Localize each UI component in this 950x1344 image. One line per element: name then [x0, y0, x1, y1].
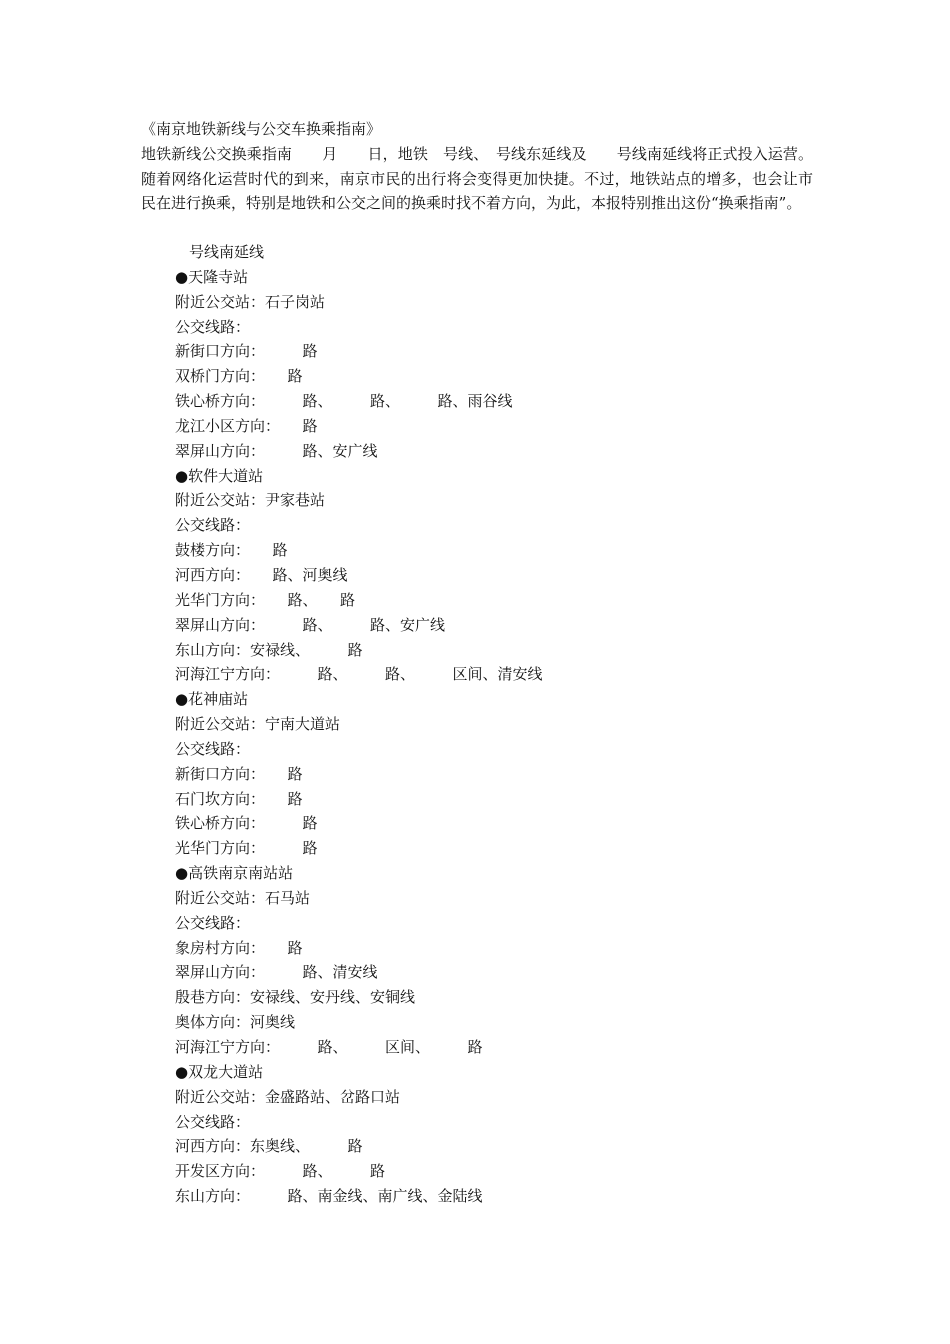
guide-line: 开发区方向： 路、 路 — [175, 1162, 386, 1181]
guide-line: 新街口方向： 路 — [175, 342, 318, 361]
guide-line: 附近公交站：尹家巷站 — [175, 491, 326, 510]
guide-line: 附近公交站：金盛路站、岔路口站 — [175, 1087, 401, 1106]
guide-line: 公交线路： — [175, 1112, 251, 1131]
guide-line: ●天隆寺站 — [175, 267, 249, 286]
guide-line: 公交线路： — [175, 516, 251, 535]
intro-paragraph: 地铁新线公交换乘指南 月 日，地铁 号线、 号线东延线及 号线南延线将正式投入运营。 随着网络化运营时代的到来，南京市民的出行将会变得更加快捷。不过，地铁站点的增多，也会让市民在进行换乘，特别是地铁和公交之间的换乘时找不着方向，为此，本报特别推出这份“换乘指南”。 — [141, 145, 818, 212]
guide-line: ●软件大道站 — [175, 466, 264, 485]
guide-line: 奥体方向：河奥线 — [175, 1013, 296, 1032]
guide-line: 河西方向：东奥线、 路 — [175, 1137, 363, 1156]
guide-line: ●双龙大道站 — [175, 1062, 264, 1081]
guide-line: 象房村方向： 路 — [175, 938, 303, 957]
guide-line: 东山方向：安禄线、 路 — [175, 640, 363, 659]
guide-line: 翠屏山方向： 路、安广线 — [175, 441, 378, 460]
guide-line: 双桥门方向： 路 — [175, 367, 303, 386]
guide-line: 河海江宁方向： 路、 路、 区间、清安线 — [175, 665, 543, 684]
guide-line: 河西方向： 路、河奥线 — [175, 565, 348, 584]
guide-line: 鼓楼方向： 路 — [175, 541, 288, 560]
transfer-guide — [175, 240, 815, 1209]
guide-line: 河海江宁方向： 路、 区间、 路 — [175, 1038, 483, 1056]
guide-line: 石门坎方向： 路 — [175, 789, 303, 808]
guide-line: 附近公交站：石子岗站 — [175, 292, 326, 311]
guide-line: 附近公交站：石马站 — [175, 888, 311, 907]
guide-line: 铁心桥方向： 路 — [175, 814, 318, 833]
guide-line: 龙江小区方向： 路 — [175, 416, 318, 435]
guide-line: 新街口方向： 路 — [175, 764, 303, 783]
guide-line: 东山方向： 路、南金线、南广线、金陆线 — [175, 1187, 483, 1206]
guide-line: 公交线路： — [175, 317, 251, 336]
guide-line: ●花神庙站 — [175, 690, 249, 709]
guide-line: 光华门方向： 路、 路 — [175, 590, 356, 609]
guide-line: 翠屏山方向： 路、清安线 — [175, 963, 378, 982]
guide-line: ●高铁南京南站站 — [175, 864, 294, 883]
guide-line: 附近公交站：宁南大道站 — [175, 715, 341, 734]
guide-line: 铁心桥方向： 路、 路、 路、雨谷线 — [175, 392, 513, 411]
guide-line: 公交线路： — [175, 739, 251, 758]
guide-line: 光华门方向： 路 — [175, 839, 318, 858]
document-title: 《南京地铁新线与公交车换乘指南》 — [141, 120, 382, 138]
section-heading: 号线南延线 — [189, 243, 265, 261]
guide-line: 殷巷方向：安禄线、安丹线、安铜线 — [175, 988, 416, 1007]
guide-line: 公交线路： — [175, 913, 251, 932]
guide-line: 翠屏山方向： 路、 路、安广线 — [175, 615, 446, 634]
